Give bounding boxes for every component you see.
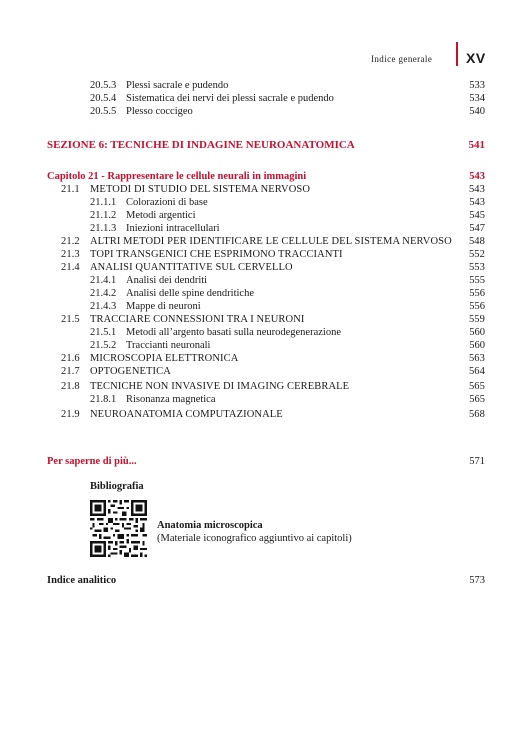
toc-entry-text: NEUROANATOMIA COMPUTAZIONALE xyxy=(90,409,283,420)
analytic-index-page: 573 xyxy=(469,575,485,586)
toc-entry-text: Iniezioni intracellulari xyxy=(126,223,220,234)
toc-entry-page: 533 xyxy=(469,80,485,91)
toc-entry-text: TECNICHE NON INVASIVE DI IMAGING CEREBRALE xyxy=(90,381,350,392)
toc-entry-page: 555 xyxy=(469,275,485,286)
toc-entry[interactable] xyxy=(90,92,485,105)
toc-entry-page: 556 xyxy=(469,288,485,299)
toc-entry-number: 21.4 xyxy=(61,262,80,273)
toc-entry-number: 21.9 xyxy=(61,409,80,420)
toc-entry-text: Plesso coccigeo xyxy=(126,106,193,117)
toc-entry[interactable] xyxy=(61,261,485,274)
toc-entry-text: Sistematica dei nervi dei plessi sacrale e pudendo xyxy=(126,93,334,104)
toc-entry-page: 540 xyxy=(469,106,485,117)
header-divider xyxy=(456,42,458,66)
toc-entry-text: ANALISI QUANTITATIVE SUL CERVELLO xyxy=(90,262,293,273)
toc-entry-number: 21.1.1 xyxy=(90,197,117,208)
further-reading-title: Per saperne di più... xyxy=(47,456,137,467)
toc-entry-page: 534 xyxy=(469,93,485,104)
toc-entry[interactable] xyxy=(90,393,485,406)
toc-entry-page: 560 xyxy=(469,340,485,351)
toc-entry-text: Traccianti neuronali xyxy=(126,340,211,351)
chapter-heading[interactable] xyxy=(47,170,485,183)
toc-entry-number: 21.6 xyxy=(61,353,80,364)
toc-entry-number: 21.1.3 xyxy=(90,223,117,234)
toc-entry-number: 21.1 xyxy=(61,184,80,195)
chapter-title: Capitolo 21 - Rappresentare le cellule neurali in immagini xyxy=(47,171,307,182)
toc-entry-number: 21.5.2 xyxy=(90,340,117,351)
toc-entry-text: METODI DI STUDIO DEL SISTEMA NERVOSO xyxy=(90,184,311,195)
toc-entry[interactable] xyxy=(61,183,485,196)
toc-entry-text: Plessi sacrale e pudendo xyxy=(126,80,229,91)
toc-entry[interactable] xyxy=(90,79,485,92)
toc-entry[interactable] xyxy=(61,365,485,378)
toc-entry-page: 560 xyxy=(469,327,485,338)
toc-entry-page: 547 xyxy=(469,223,485,234)
toc-entry-page: 552 xyxy=(468,249,485,260)
toc-entry-number: 21.4.2 xyxy=(90,288,117,299)
page-number: XV xyxy=(466,50,486,66)
toc-entry-text: ALTRI METODI PER IDENTIFICARE LE CELLULE DEL SISTEMA NERVOSO xyxy=(90,236,452,247)
toc-entry-number: 21.8.1 xyxy=(90,394,117,405)
toc-entry-page: 543 xyxy=(468,184,485,195)
toc-entry[interactable] xyxy=(61,248,485,261)
toc-entry-text: TOPI TRANSGENICI CHE ESPRIMONO TRACCIANTI xyxy=(90,249,343,260)
toc-entry-page: 545 xyxy=(469,210,485,221)
toc-entry-text: OPTOGENETICA xyxy=(90,366,171,377)
qr-resource-subtitle: (Materiale iconografico aggiuntivo ai capitoli) xyxy=(157,533,352,544)
toc-entry[interactable] xyxy=(90,209,485,222)
toc-entry-number: 20.5.5 xyxy=(90,106,117,117)
toc-entry-text: TRACCIARE CONNESSIONI TRA I NEURONI xyxy=(90,314,305,325)
toc-entry-page: 556 xyxy=(469,301,485,312)
toc-entry-page: 548 xyxy=(468,236,485,247)
toc-entry-text: Metodi all’argento basati sulla neurodegenerazione xyxy=(126,327,341,338)
toc-entry-text: MICROSCOPIA ELETTRONICA xyxy=(90,353,239,364)
toc-entry[interactable] xyxy=(90,300,485,313)
qr-code-icon[interactable] xyxy=(90,500,147,557)
toc-entry-number: 21.4.3 xyxy=(90,301,117,312)
toc-entry-page: 565 xyxy=(468,381,485,392)
section-title: SEZIONE 6: TECNICHE DI INDAGINE NEUROANATOMICA xyxy=(47,139,355,151)
toc-entry[interactable] xyxy=(61,380,485,393)
toc-entry[interactable] xyxy=(90,326,485,339)
toc-entry-number: 21.2 xyxy=(61,236,80,247)
running-header-title: Indice generale xyxy=(371,54,433,64)
toc-entry[interactable] xyxy=(61,313,485,326)
toc-entry-page: 564 xyxy=(468,366,485,377)
toc-entry-number: 21.1.2 xyxy=(90,210,117,221)
toc-entry-page: 553 xyxy=(468,262,485,273)
section-page: 541 xyxy=(468,139,485,151)
qr-resource-title: Anatomia microscopica xyxy=(157,520,263,531)
toc-entry-text: Metodi argentici xyxy=(126,210,196,221)
toc-entry-text: Analisi delle spine dendritiche xyxy=(126,288,255,299)
toc-entry-page: 543 xyxy=(469,197,485,208)
toc-entry-text: Colorazioni di base xyxy=(126,197,208,208)
toc-entry-number: 21.8 xyxy=(61,381,80,392)
toc-entry-number: 21.7 xyxy=(61,366,80,377)
toc-entry[interactable] xyxy=(90,339,485,352)
toc-entry-number: 21.5.1 xyxy=(90,327,117,338)
toc-entry-page: 565 xyxy=(469,394,485,405)
toc-entry-number: 20.5.4 xyxy=(90,93,117,104)
toc-entry-page: 563 xyxy=(468,353,485,364)
toc-entry-text: Analisi dei dendriti xyxy=(126,275,208,286)
toc-entry-number: 21.3 xyxy=(61,249,80,260)
toc-entry[interactable] xyxy=(61,235,485,248)
bibliography-label: Bibliografia xyxy=(90,481,144,492)
toc-entry[interactable] xyxy=(90,222,485,235)
toc-entry[interactable] xyxy=(90,274,485,287)
chapter-page: 543 xyxy=(469,171,485,182)
toc-entry-text: Mappe di neuroni xyxy=(126,301,201,312)
toc-entry[interactable] xyxy=(90,196,485,209)
toc-entry[interactable] xyxy=(90,287,485,300)
toc-entry-page: 559 xyxy=(468,314,485,325)
further-reading-entry[interactable] xyxy=(47,455,485,468)
section-heading[interactable] xyxy=(47,139,485,152)
toc-entry[interactable] xyxy=(61,352,485,365)
analytic-index-title: Indice analitico xyxy=(47,575,117,586)
toc-entry-text: Risonanza magnetica xyxy=(126,394,216,405)
toc-entry[interactable] xyxy=(90,105,485,118)
toc-entry[interactable] xyxy=(61,408,485,421)
toc-entry-number: 21.4.1 xyxy=(90,275,117,286)
further-reading-page: 571 xyxy=(469,456,485,467)
toc-entry-page: 568 xyxy=(468,409,485,420)
analytic-index-entry[interactable] xyxy=(47,574,485,587)
toc-entry-number: 20.5.3 xyxy=(90,80,117,91)
toc-entry-number: 21.5 xyxy=(61,314,80,325)
